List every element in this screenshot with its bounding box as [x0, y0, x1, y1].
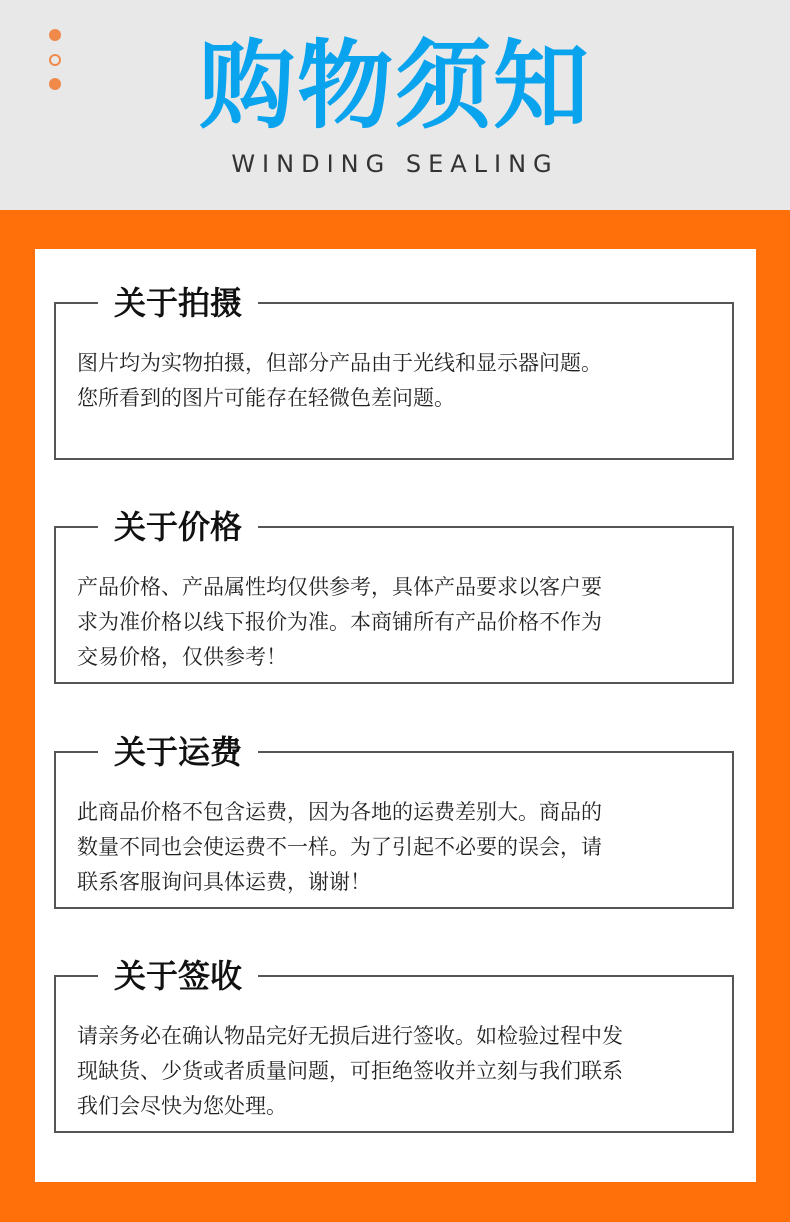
- section-text: 产品价格、产品属性均仅供参考，具体产品要求以客户要 求为准价格以线下报价为准。本商铺所有产品价格不作为 交易价格，仅供参考！: [77, 575, 602, 669]
- section-title: 关于价格: [98, 502, 258, 552]
- page-subtitle: WINDING SEALING: [231, 150, 559, 178]
- section-title: 关于拍摄: [98, 278, 258, 328]
- section-receipt: [54, 957, 734, 1133]
- section-title: 关于签收: [98, 951, 258, 1001]
- section-title: 关于运费: [98, 727, 258, 777]
- page-title: 购物须知: [199, 30, 591, 142]
- header: [0, 0, 790, 210]
- section-text: 此商品价格不包含运费，因为各地的运费差别大。商品的 数量不同也会使运费不一样。为了引起不必要的误会，请 联系客服询问具体运费，谢谢！: [77, 800, 602, 894]
- section-text: 请亲务必在确认物品完好无损后进行签收。如检验过程中发 现缺货、少货或者质量问题，可拒绝签收并立刻与我们联系 我们会尽快为您处理。: [77, 1024, 623, 1118]
- section-shipping: [54, 733, 734, 909]
- section-price: [54, 508, 734, 684]
- section-photography: [54, 284, 734, 460]
- section-text: 图片均为实物拍摄，但部分产品由于光线和显示器问题。 您所看到的图片可能存在轻微色差问题。: [77, 351, 602, 410]
